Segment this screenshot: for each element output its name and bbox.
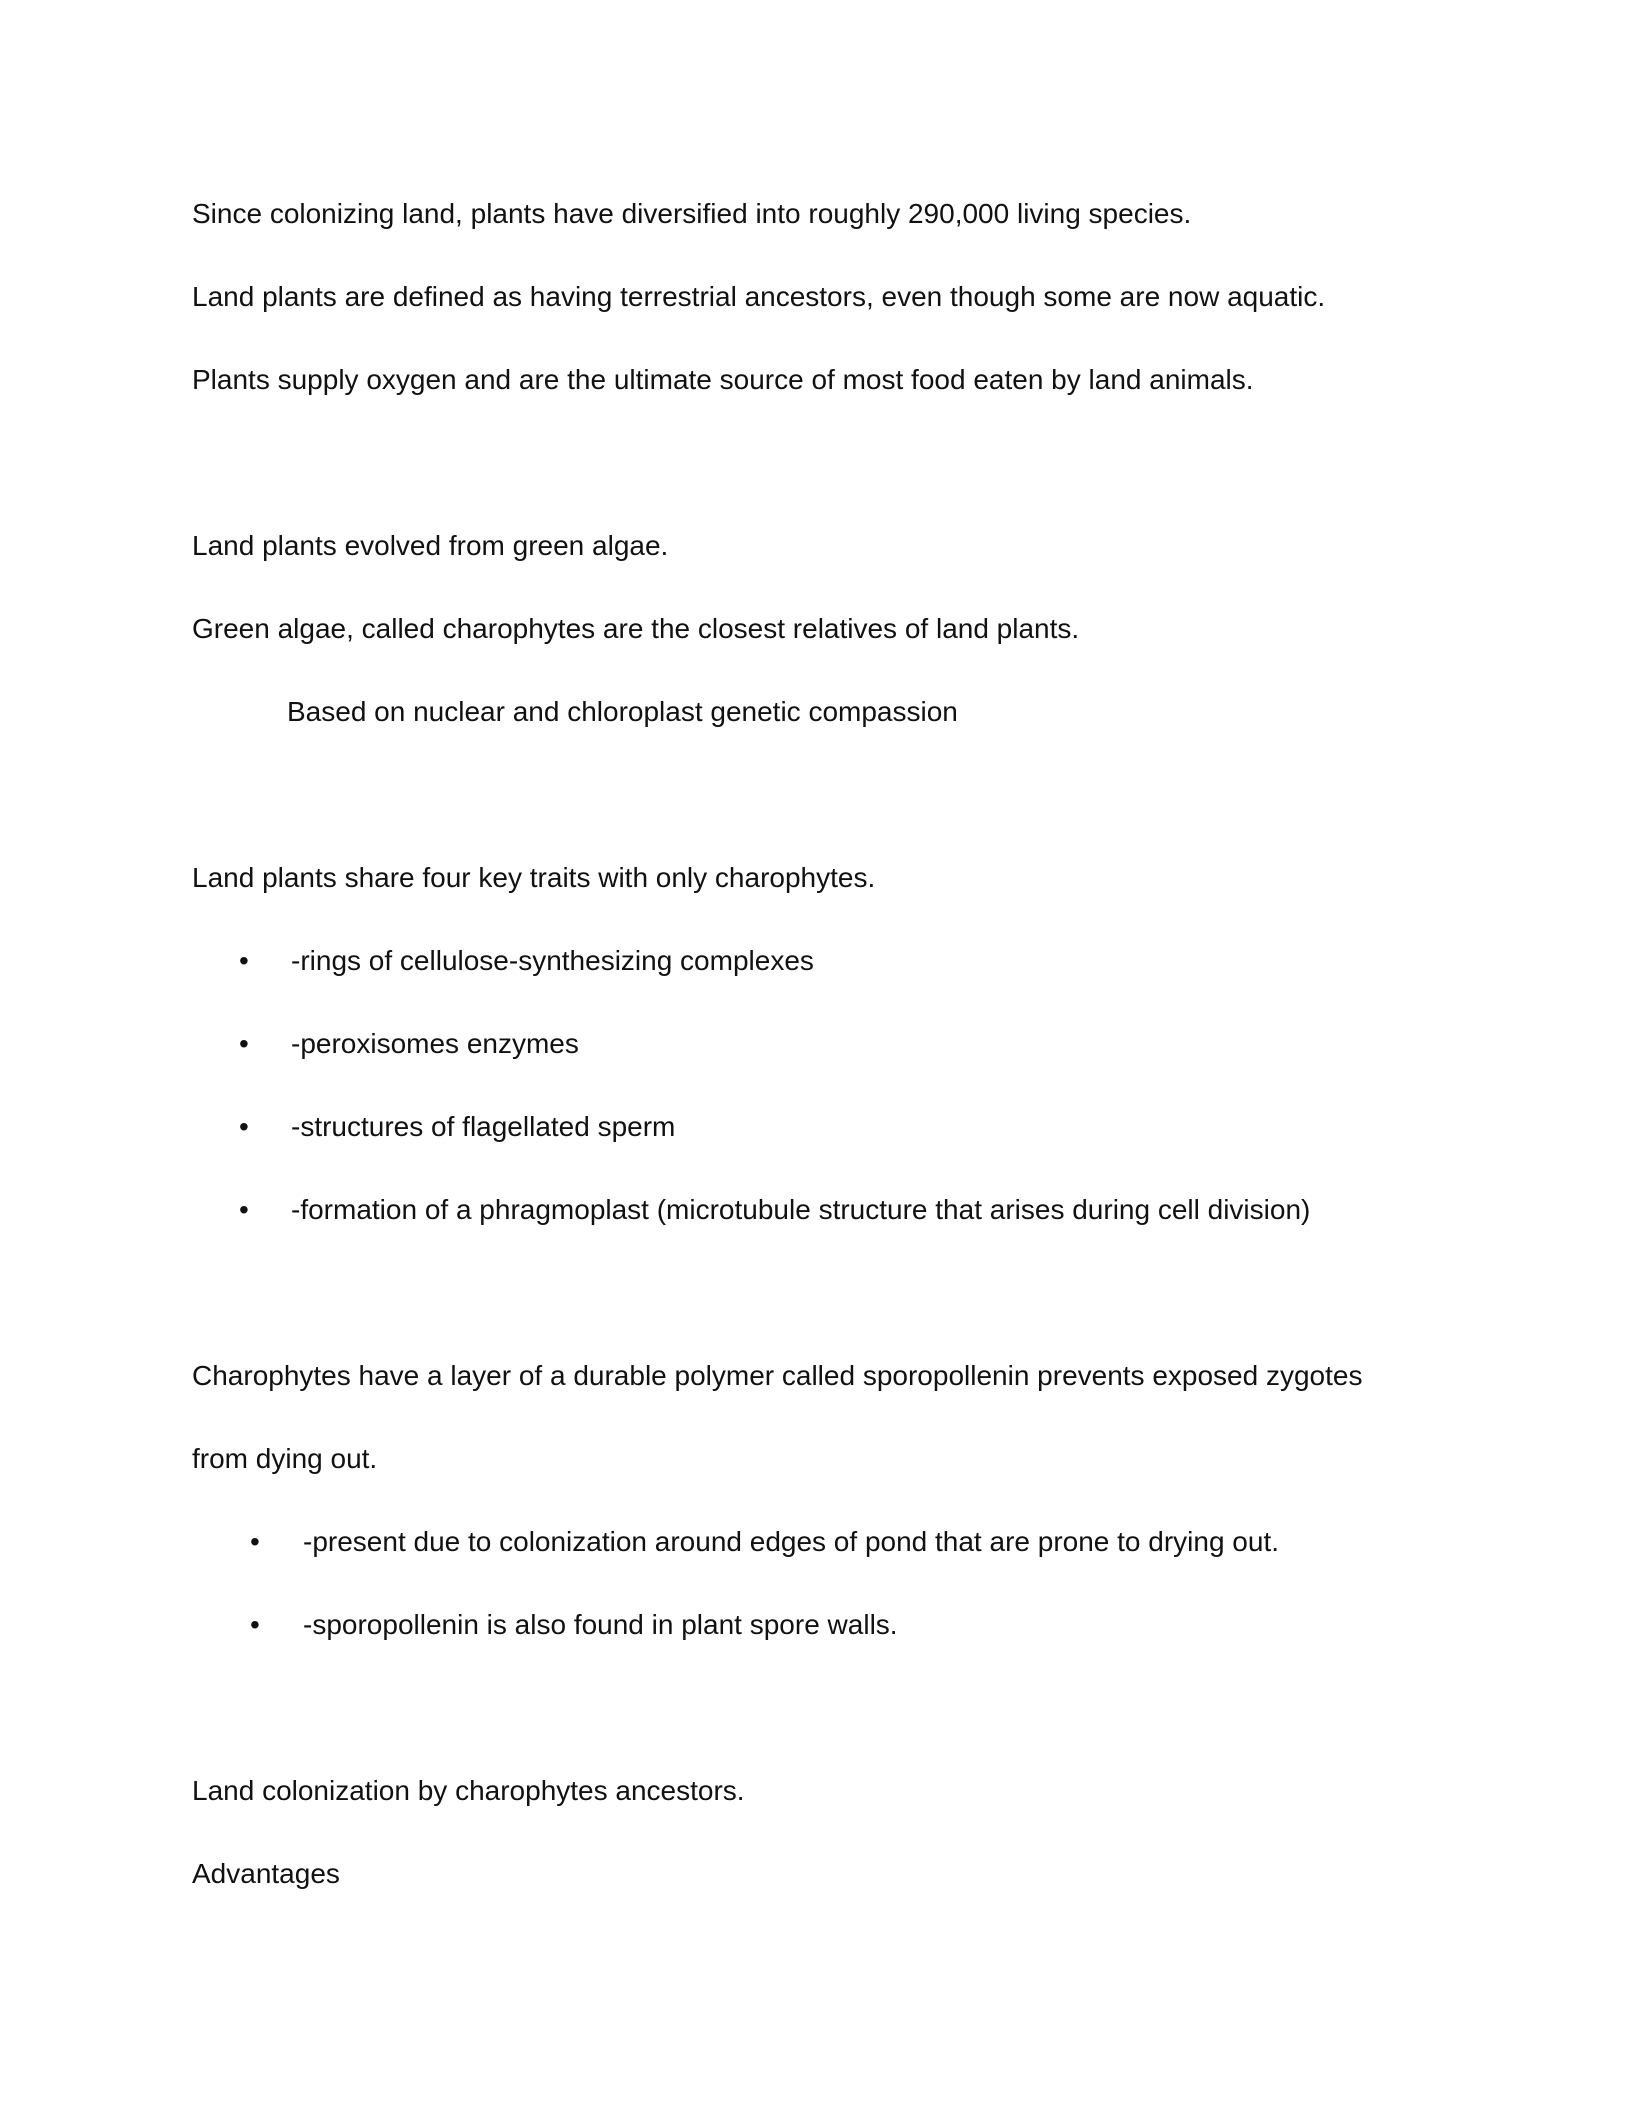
bullet-icon: •	[239, 1111, 249, 1142]
list-item-text: -sporopollenin is also found in plant spore walls.	[303, 1609, 898, 1640]
list-item-text: -formation of a phragmoplast (microtubule structure that arises during cell division)	[291, 1194, 1311, 1225]
bullet-icon: •	[250, 1526, 260, 1557]
paragraph-green-algae-origin: Land plants evolved from green algae.	[192, 530, 669, 561]
list-item-text: -present due to colonization around edges of pond that are prone to drying out.	[303, 1526, 1280, 1557]
paragraph-sporopollenin-line1: Charophytes have a layer of a durable polymer called sporopollenin prevents exposed zygotes	[192, 1360, 1363, 1391]
paragraph-land-colonization: Land colonization by charophytes ancestors.	[192, 1775, 745, 1806]
list-item-text: -structures of flagellated sperm	[291, 1111, 676, 1142]
list-item-text: -rings of cellulose-synthesizing complexes	[291, 945, 814, 976]
paragraph-plant-diversity: Since colonizing land, plants have diversified into roughly 290,000 living species.	[192, 198, 1192, 229]
bullet-icon: •	[239, 945, 249, 976]
bullet-icon: •	[239, 1028, 249, 1059]
bullet-icon: •	[239, 1194, 249, 1225]
paragraph-advantages: Advantages	[192, 1858, 340, 1889]
list-item-text: -peroxisomes enzymes	[291, 1028, 579, 1059]
paragraph-sporopollenin-line2: from dying out.	[192, 1443, 378, 1474]
bullet-icon: •	[250, 1609, 260, 1640]
paragraph-genetic-basis: Based on nuclear and chloroplast genetic compassion	[287, 696, 958, 727]
paragraph-key-traits-intro: Land plants share four key traits with only charophytes.	[192, 862, 876, 893]
paragraph-plant-oxygen: Plants supply oxygen and are the ultimate source of most food eaten by land animals.	[192, 364, 1254, 395]
paragraph-charophytes-relatives: Green algae, called charophytes are the closest relatives of land plants.	[192, 613, 1080, 644]
paragraph-land-plant-definition: Land plants are defined as having terrestrial ancestors, even though some are now aquatic.	[192, 281, 1326, 312]
